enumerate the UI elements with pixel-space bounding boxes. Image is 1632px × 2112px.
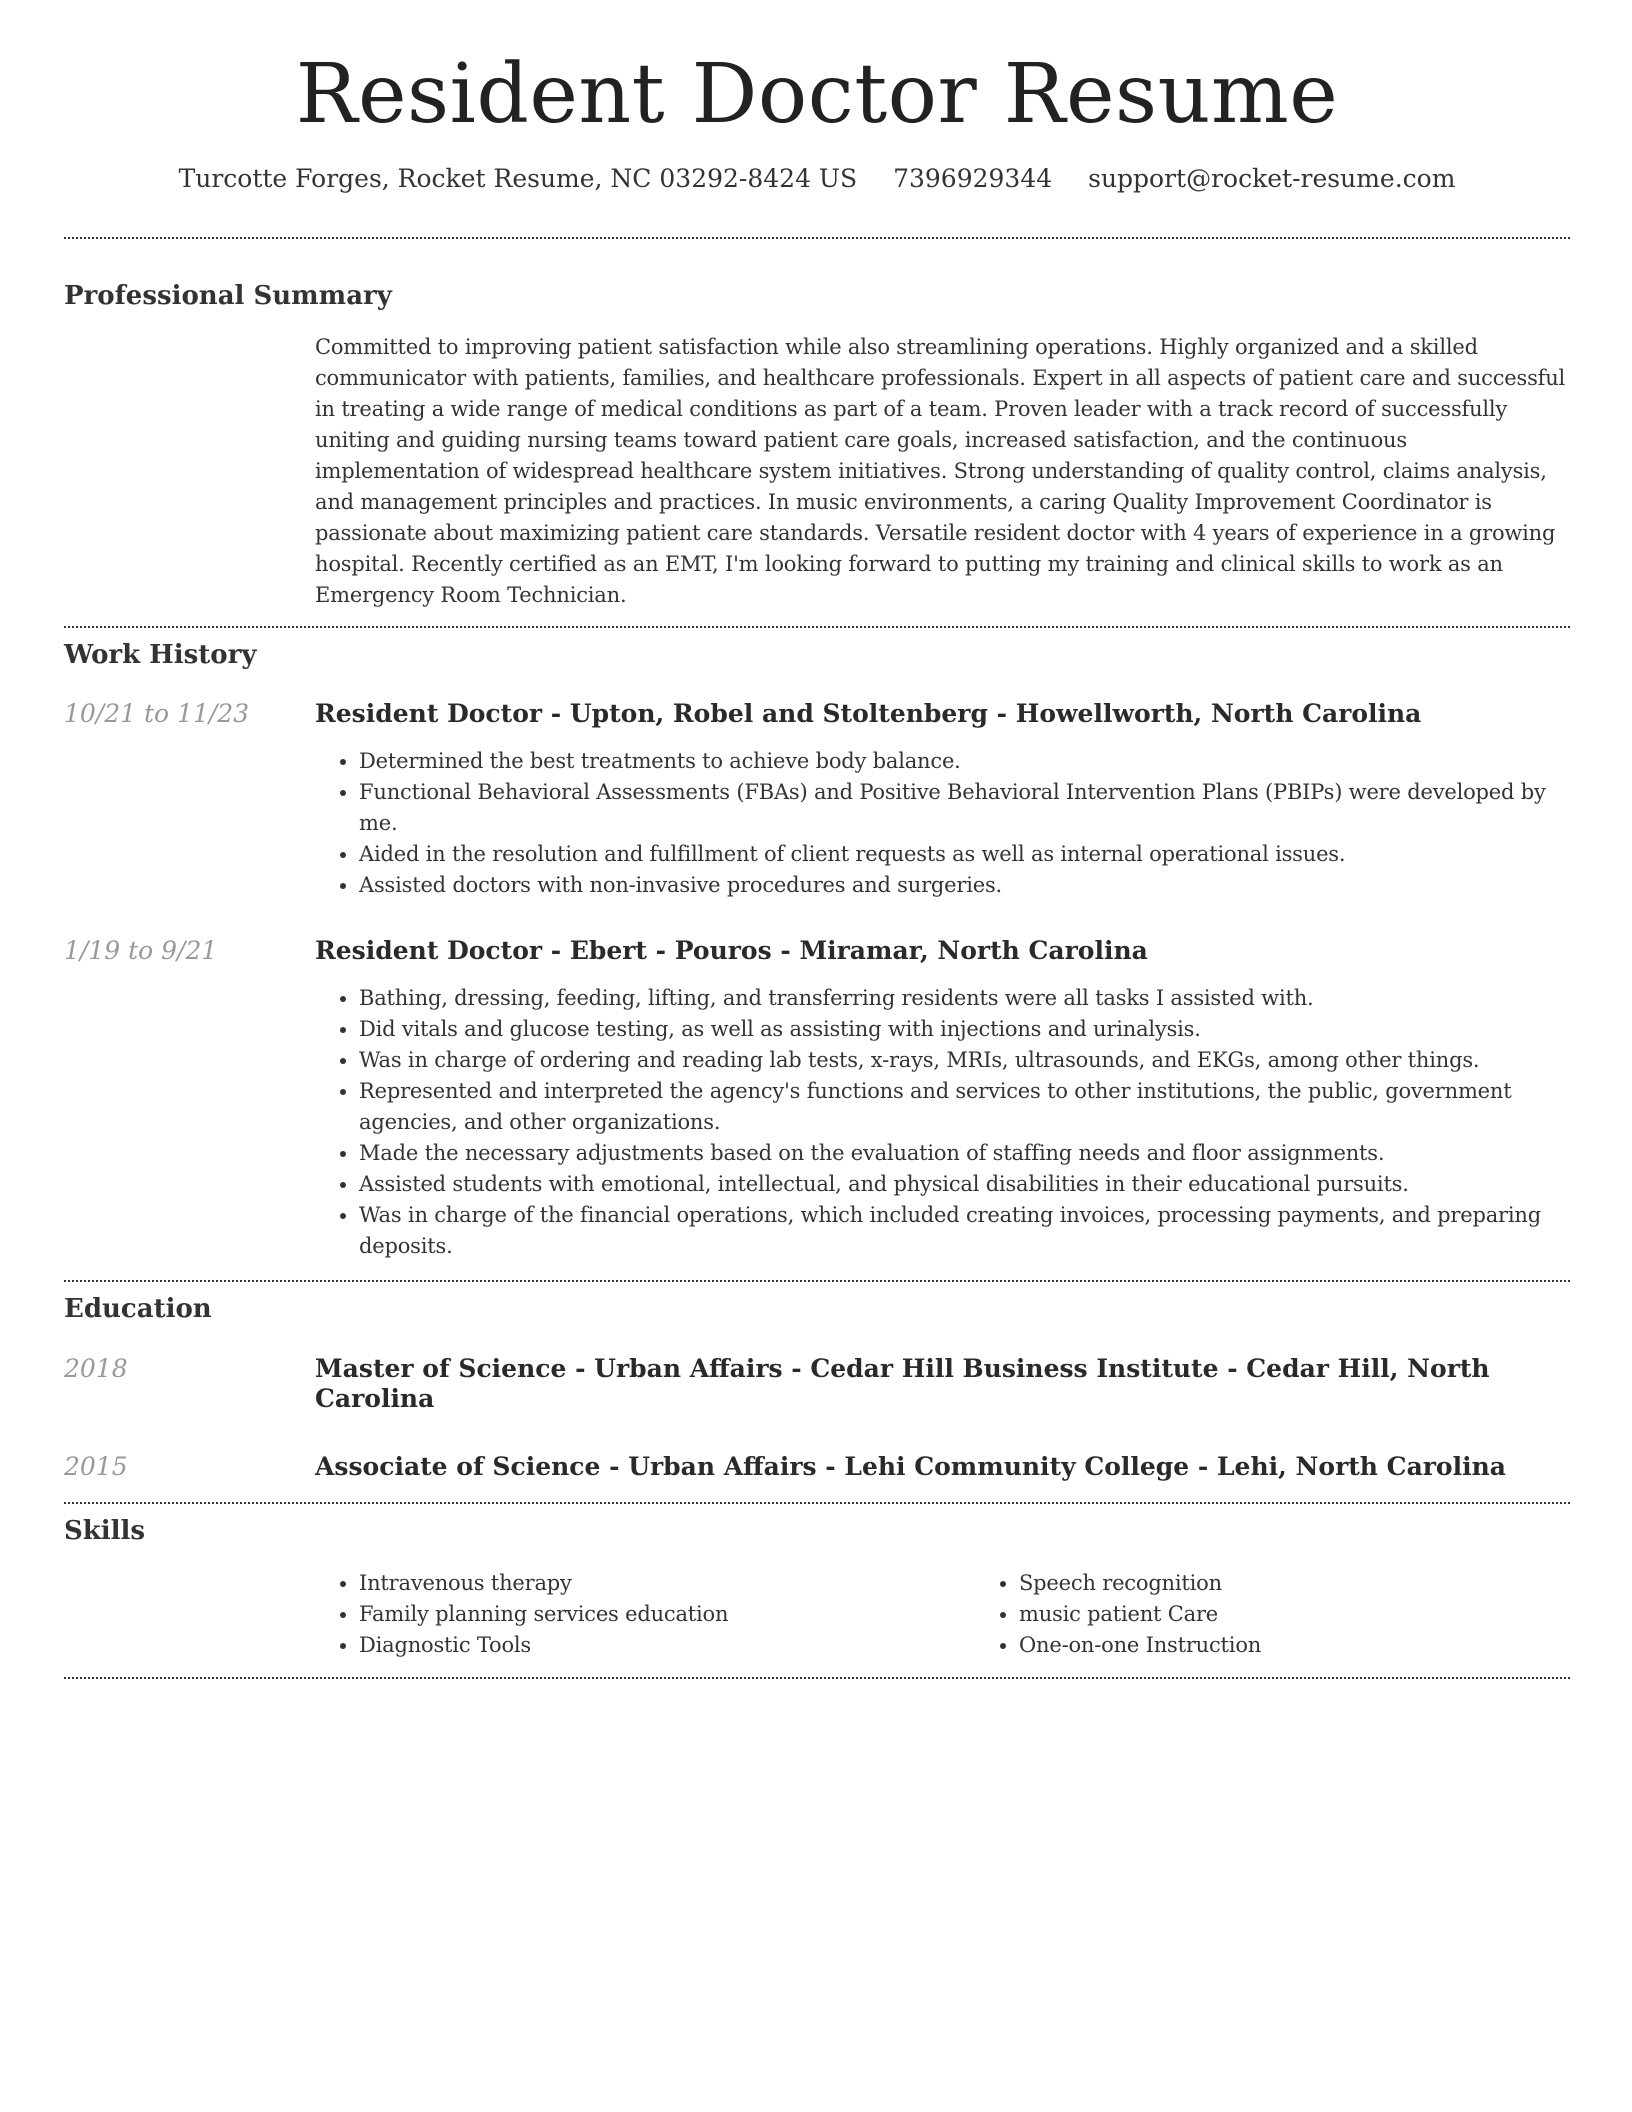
- job-bullet: • Assisted students with emotional, intellectual, and physical disabilities in their educational pursuits.: [359, 1169, 1570, 1200]
- divider: [64, 1502, 1570, 1504]
- skills-list-left: [315, 1568, 975, 1661]
- job-bullet: • Aided in the resolution and fulfillment of client requests as well as internal operational issues.: [359, 839, 1570, 870]
- job-bullet: • Made the necessary adjustments based on the evaluation of staffing needs and floor assignments.: [359, 1138, 1570, 1169]
- contact-address: Turcotte Forges, Rocket Resume, NC 03292-8424 US: [178, 164, 858, 194]
- education-heading-line: Master of Science - Urban Affairs - Cedar Hill Business Institute - Cedar Hill, North Carolina: [315, 1353, 1490, 1413]
- summary-section: [64, 281, 1570, 611]
- education-heading: Education: [64, 1294, 212, 1325]
- contact-line: [64, 164, 1570, 194]
- education-year: 2015: [64, 1451, 128, 1481]
- skills-list-right: [975, 1568, 1632, 1661]
- skill-item: • Diagnostic Tools: [359, 1630, 975, 1661]
- resume-page: [64, 0, 1570, 1679]
- job-bullet: • Functional Behavioral Assessments (FBAs) and Positive Behavioral Intervention Plans (PBIPs) were developed by me.: [359, 777, 1570, 839]
- skills-left-col: [64, 1568, 315, 1661]
- skill-item: • Intravenous therapy: [359, 1568, 975, 1599]
- contact-phone: 7396929344: [893, 164, 1053, 194]
- divider: [64, 1677, 1570, 1679]
- work-section: [64, 640, 1570, 1262]
- job-bullets: [315, 983, 1570, 1262]
- job-bullet: • Represented and interpreted the agency's functions and services to other institutions, the public, government agencies, and other organizations.: [359, 1076, 1570, 1138]
- job-entry: [64, 699, 1570, 901]
- job-entry: [64, 936, 1570, 1262]
- job-dates: 1/19 to 9/21: [64, 936, 218, 966]
- education-heading-line: Associate of Science - Urban Affairs - Lehi Community College - Lehi, North Carolina: [315, 1451, 1506, 1481]
- job-bullets: [315, 746, 1570, 901]
- skills-heading: Skills: [64, 1515, 146, 1546]
- summary-left-col: [64, 332, 315, 611]
- work-heading: Work History: [64, 640, 257, 671]
- divider: [64, 1280, 1570, 1282]
- skills-section: [64, 1516, 1570, 1661]
- job-bullet: • Was in charge of the financial operations, which included creating invoices, processing payments, and preparing deposits.: [359, 1200, 1570, 1262]
- summary-heading: Professional Summary: [64, 281, 392, 312]
- job-bullet: • Determined the best treatments to achieve body balance.: [359, 746, 1570, 777]
- job-bullet: • Was in charge of ordering and reading lab tests, x-rays, MRIs, ultrasounds, and EKGs, among other things.: [359, 1045, 1570, 1076]
- job-heading: Resident Doctor - Ebert - Pouros - Miramar, North Carolina: [315, 936, 1148, 966]
- summary-text: Committed to improving patient satisfaction while also streamlining operations. Highly organized and a skilled communicator with patients, families, and healthcare professionals. Expert in all aspects of patient care and successful in treating a wide range of medical conditions as part of a team. Proven leader with a track record of successfully uniting and guiding nursing teams toward patient care goals, increased satisfaction, and the continuous implementation of widespread healthcare system initiatives. Strong understanding of quality control, claims analysis, and management principles and practices. In music environments, a caring Quality Improvement Coordinator is passionate about maximizing patient care standards. Versatile resident doctor with 4 years of experience in a growing hospital. Recently certified as an EMT, I'm looking forward to putting my training and clinical skills to work as an Emergency Room Technician.: [315, 335, 1566, 608]
- resume-title: Resident Doctor Resume: [295, 47, 1339, 142]
- divider: [64, 626, 1570, 628]
- divider: [64, 237, 1570, 239]
- education-entry: [64, 1354, 1570, 1414]
- job-dates: 10/21 to 11/23: [64, 699, 250, 729]
- job-bullet: • Did vitals and glucose testing, as well as assisting with injections and urinalysis.: [359, 1014, 1570, 1045]
- education-year: 2018: [64, 1353, 128, 1383]
- skill-item: • Speech recognition: [1019, 1568, 1632, 1599]
- contact-email: support@rocket-resume.com: [1088, 164, 1456, 194]
- skill-item: • Family planning services education: [359, 1599, 975, 1630]
- education-section: [64, 1294, 1570, 1481]
- skill-item: • One-on-one Instruction: [1019, 1630, 1632, 1661]
- job-bullet: • Bathing, dressing, feeding, lifting, and transferring residents were all tasks I assisted with.: [359, 983, 1570, 1014]
- education-entry: [64, 1452, 1570, 1482]
- job-heading: Resident Doctor - Upton, Robel and Stoltenberg - Howellworth, North Carolina: [315, 699, 1422, 729]
- skill-item: • music patient Care: [1019, 1599, 1632, 1630]
- job-bullet: • Assisted doctors with non-invasive procedures and surgeries.: [359, 870, 1570, 901]
